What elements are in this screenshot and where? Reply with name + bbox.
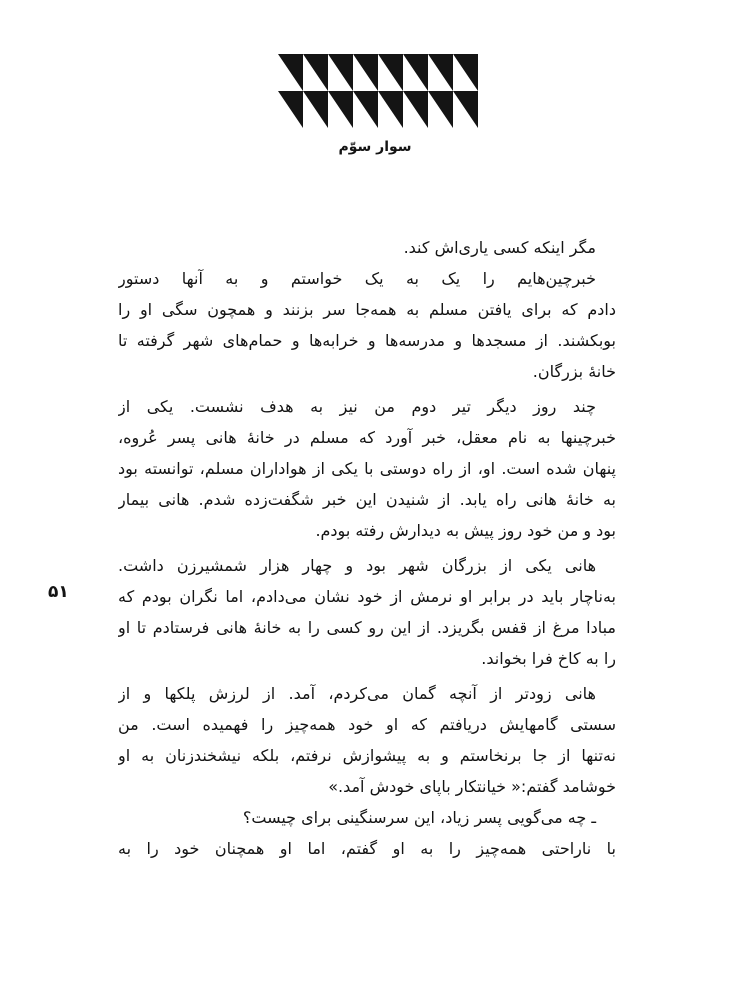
ornament-triangle <box>278 54 303 91</box>
ornament-triangle <box>278 91 303 128</box>
body-text <box>118 232 616 864</box>
text-line: خانهٔ بزرگان. <box>532 362 616 381</box>
ornament-triangle <box>453 91 478 128</box>
ornament-triangle <box>403 91 428 128</box>
ornament-triangle <box>328 91 353 128</box>
text-line: هانی یکی از بزرگان شهر بود و چهار هزار شمشیرزن داشت. <box>118 556 596 575</box>
ornament-triangle <box>428 91 453 128</box>
ornament-triangle <box>378 54 403 91</box>
text-line: بود و من خود روز پیش به دیدارش رفته بودم. <box>315 521 616 540</box>
text-line: ـ چه می‌گویی پسر زیاد، این سرسنگینی برای چیست؟ <box>242 808 596 827</box>
text-line: به‌ناچار باید در برابر او نرمش از خود نشان می‌دادم، اما نگران بودم که <box>118 587 616 606</box>
text-line: خبرچین‌هایم را یک به یک خواستم و به آنها دستور <box>118 269 596 288</box>
triangle-pattern-ornament <box>278 54 478 128</box>
text-line: با ناراحتی همه‌چیز را به او گفتم، اما او همچنان خود را به <box>118 839 616 858</box>
text-line: خوشامد گفتم:« خیانتکار باپای خودش آمد.» <box>328 777 616 796</box>
text-line: پنهان شده است. او، از راه دوستی با یکی از هواداران مسلم، توانسته بود <box>118 459 616 478</box>
ornament-triangle <box>353 54 378 91</box>
text-line: سستی گامهایش دریافتم که او خود همه‌چیز را فهمیده است. من <box>118 715 616 734</box>
text-line: نه‌تنها از جا برنخاستم و به پیشوازش نرفتم، بلکه نیشخندزنان به او <box>118 746 616 765</box>
text-line: را به کاخ فرا بخواند. <box>481 649 616 668</box>
text-line: مبادا مرغ از قفس بگریزد. از این رو کسی را به خانهٔ هانی فرستادم تا او <box>118 618 616 637</box>
text-line: بوبکشند. از مسجدها و مدرسه‌ها و خرابه‌ها و حمام‌های شهر گرفته تا <box>118 331 616 350</box>
ornament-triangle <box>303 91 328 128</box>
ornament-triangle <box>303 54 328 91</box>
page-number: ۵۱ <box>48 582 69 602</box>
text-line: هانی زودتر از آنچه گمان می‌کردم، آمد. از لرزش پلکها و از <box>118 684 596 703</box>
ornament-triangle <box>453 54 478 91</box>
ornament-triangle <box>403 54 428 91</box>
text-line: دادم که برای یافتن مسلم به همه‌جا سر بزنند و همچون سگی او را <box>118 300 616 319</box>
text-line: چند روز دیگر تیر دوم من نیز به هدف نشست. یکی از <box>118 397 596 416</box>
ornament-triangle <box>328 54 353 91</box>
text-line: مگر اینکه کسی یاری‌اش کند. <box>403 238 596 257</box>
text-line: به خانهٔ هانی راه یابد. از شنیدن این خبر شگفت‌زده شدم. هانی بیمار <box>118 490 616 509</box>
ornament-triangle <box>353 91 378 128</box>
chapter-title: سوار سوّم <box>338 139 412 155</box>
ornament-triangle <box>378 91 403 128</box>
ornament-triangle <box>428 54 453 91</box>
text-line: خبرچینها به نام معقل، خبر آورد که مسلم در خانهٔ هانی پسر عُروه، <box>118 428 616 447</box>
